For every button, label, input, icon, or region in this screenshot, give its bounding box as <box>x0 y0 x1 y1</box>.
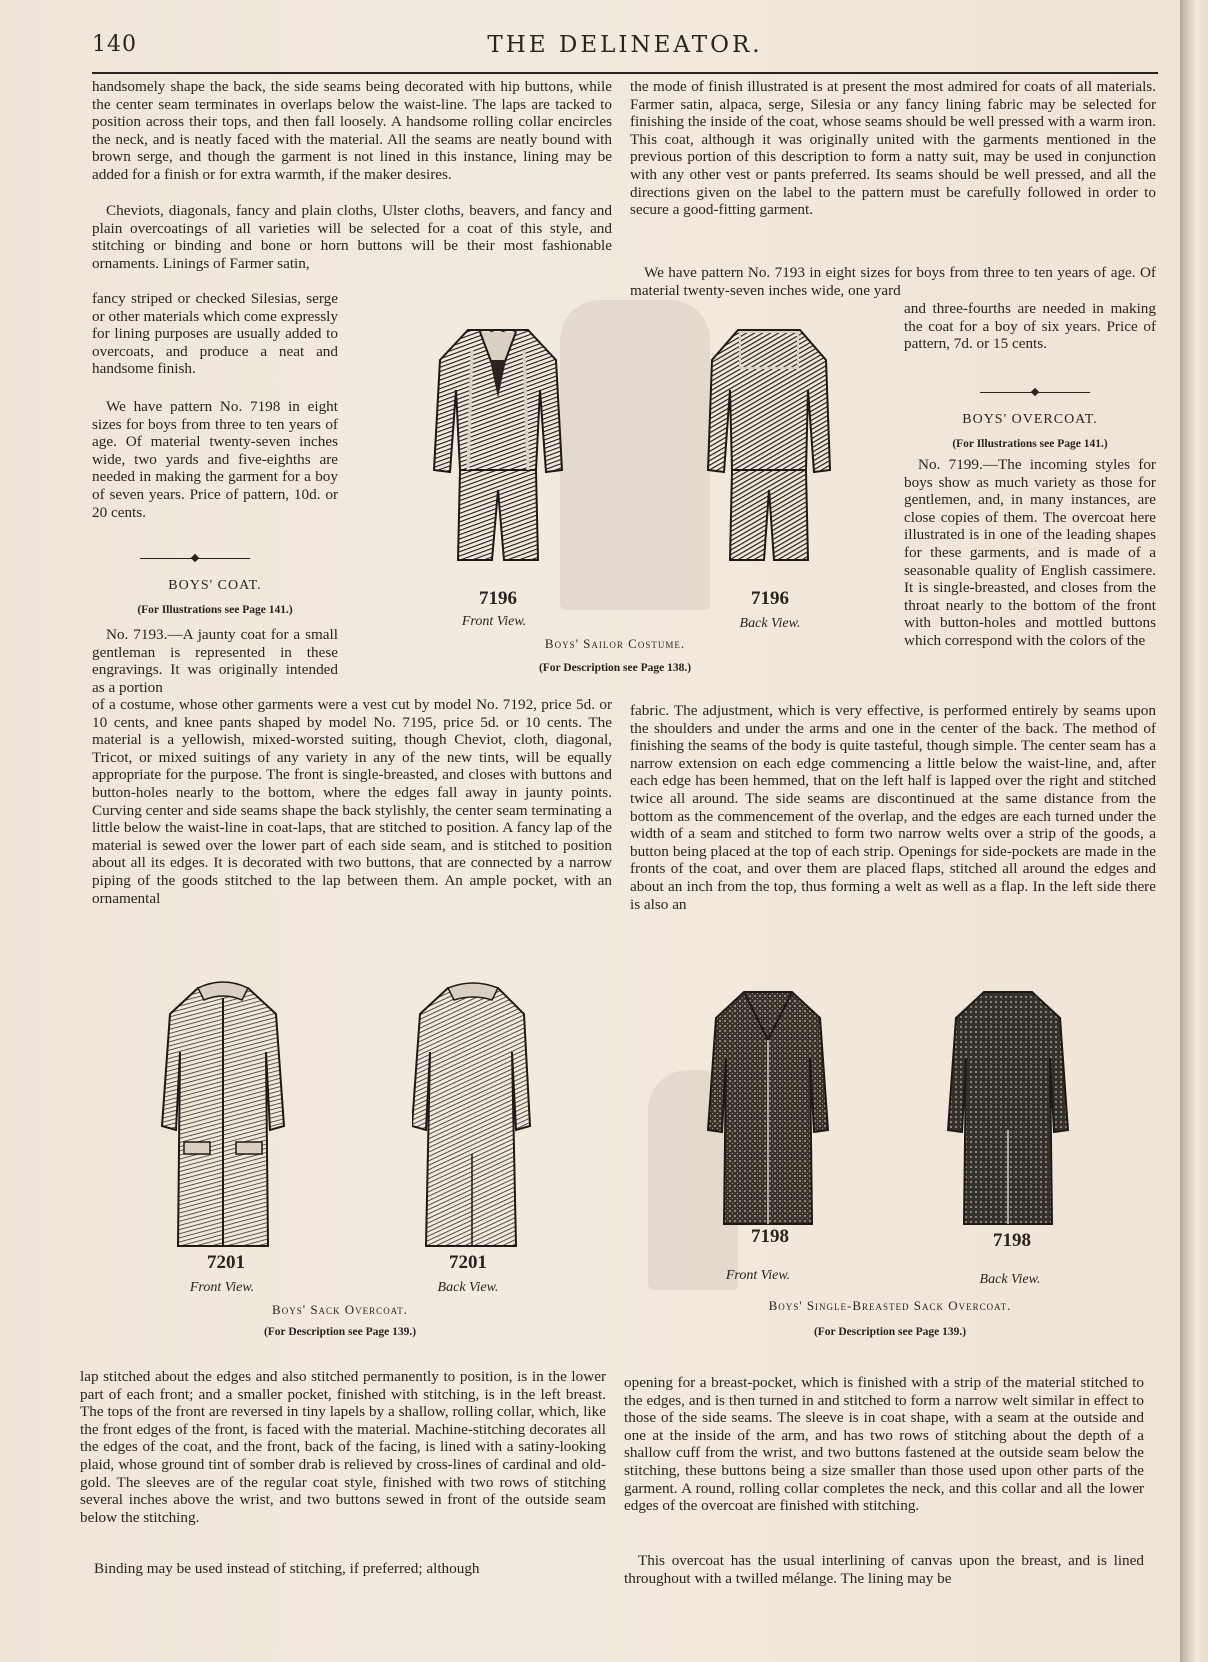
sailor-front-view-label: Front View. <box>461 614 527 629</box>
single-back-view-label: Back View. <box>979 1272 1041 1287</box>
sack-overcoat-front-illustration <box>158 974 288 1252</box>
bottom-left-paragraph-2: Binding may be used instead of stitching, if preferred; although <box>94 1560 480 1577</box>
boys-overcoat-ref: (For Illustrations see Page 141.) <box>952 438 1108 450</box>
bottom-right-paragraph-2: This overcoat has the usual interlining of canvas upon the breast, and is lined throughout with a twilled mélange. The lining may be <box>624 1552 1144 1587</box>
sack-front-number: 7201 <box>207 1252 245 1273</box>
sack-front-view-label: Front View. <box>189 1280 255 1295</box>
single-breasted-caption: Boys' Single-Breasted Sack Overcoat. <box>768 1298 1012 1313</box>
single-breasted-back-illustration <box>944 980 1072 1230</box>
section-divider <box>140 554 250 562</box>
left-paragraph-2-wrap: fancy striped or checked Silesias, serge or other materials which come expressly for lining purposes are usually added to overcoats, and produce a neat and handsome finish. <box>92 290 338 378</box>
bottom-left-paragraph-1: lap stitched about the edges and also stitched permanently to position, is in the lower part of each front; and a smaller pocket, finished with stitching, is in the left breast. The tops of the front are reversed in tiny lapels by a shallow, rolling collar, which, like the front edges of the front, is faced with the material. Machine-stitching decorates all the edges of the coat, and the front, back of the facing, is lined with a satiny-looking plaid, whose ground tint of somber drab is relieved by cross-lines of cardinal and old-gold. The sleeves are of the regular coat style, finished with two rows of stitching several inches above the wrist, and two buttons sewed in front of the outside seam below the stitching. <box>80 1368 606 1526</box>
right-paragraph-2-wrap: and three-fourths are needed in making the coat for a boy of six years. Price of pattern, 7d. or 15 cents. <box>904 300 1156 353</box>
sack-overcoat-ref: (For Description see Page 139.) <box>263 1326 417 1338</box>
sailor-back-number: 7196 <box>751 588 789 609</box>
single-breasted-ref: (For Description see Page 139.) <box>813 1326 967 1338</box>
boys-coat-paragraph-1: No. 7193.—A jaunty coat for a small gentleman is represented in these engravings. It was originally intended as a portion <box>92 626 338 696</box>
sack-overcoat-caption: Boys' Sack Overcoat. <box>272 1302 408 1317</box>
boys-overcoat-heading: BOYS' OVERCOAT. <box>962 412 1098 427</box>
page-edge <box>1180 0 1208 1662</box>
sack-back-view-label: Back View. <box>437 1280 499 1295</box>
section-divider <box>980 388 1090 396</box>
boys-coat-paragraph-2: of a costume, whose other garments were a vest cut by model No. 7192, price 5d. or 10 cents, and knee pants shaped by model No. 7195, price 5d. or 10 cents. The material is a yellowish, mixed-worsted suiting, though Cheviot, cloth, diagonal, Tricot, or mixed suitings of any variety in any of the new tints, will be equally appropriate for the purpose. The front is single-breasted, and closes with buttons and button-holes nearly to the bottom, where the edges fall away in jaunty points. Curving center and side seams shape the back stylishly, the center seam terminating a little below the waist-line in coat-laps, that are stitched to position. A fancy lap of the material is sewed over the lower part of each side seam, and is stitched to position about all its edges. It is decorated with two buttons, that are connected by a narrow piping of the goods stitched to the lap between them. An ample pocket, with an ornamental <box>92 696 612 907</box>
running-title: THE DELINEATOR. <box>487 32 763 58</box>
right-paragraph-2: We have pattern No. 7193 in eight sizes for boys from three to ten years of age. Of material twenty-seven inches wide, one yard <box>630 264 1156 299</box>
sailor-front-number: 7196 <box>479 588 517 609</box>
sailor-costume-ref: (For Description see Page 138.) <box>538 662 692 674</box>
header-rule <box>92 72 1158 74</box>
sack-overcoat-back-illustration <box>412 974 532 1252</box>
sack-back-number: 7201 <box>449 1252 487 1273</box>
boys-coat-heading: BOYS' COAT. <box>168 578 262 593</box>
sailor-costume-front-illustration <box>428 320 568 590</box>
page-number: 140 <box>92 32 137 57</box>
boys-overcoat-paragraph-1: No. 7199.—The incoming styles for boys show as much variety as those for gentlemen, and, in many instances, are close copies of them. The overcoat here illustrated is in one of the leading shapes for these garments, and is made of a seasonable quality of English cassimere. It is single-breasted, and closes from the throat nearly to the bottom of the front with button-holes and mottled buttons which correspond with the colors of the <box>904 456 1156 649</box>
sailor-costume-caption: Boys' Sailor Costume. <box>544 636 686 651</box>
single-breasted-front-illustration <box>704 980 832 1230</box>
single-front-number: 7198 <box>751 1226 789 1247</box>
right-paragraph-1: the mode of finish illustrated is at present the most admired for coats of all materials. Farmer satin, alpaca, serge, Silesia or any fancy lining fabric may be selected for finishing the inside of the coat, whose seams should be well pressed with a warm iron. This coat, although it was originally united with the garments mentioned in the previous portion of this description to form a natty suit, may be used in conjunction with any other vest or pants preferred. Its seams should be well pressed, and all the directions given on the label to the pattern must be carefully followed in order to secure a good-fitting garment. <box>630 78 1156 219</box>
single-front-view-label: Front View. <box>725 1268 791 1283</box>
boys-overcoat-paragraph-2: fabric. The adjustment, which is very effective, is performed entirely by seams upon the shoulders and under the arms and one in the center of the back. The method of finishing the seams of the body is quite tasteful, though simple. The center seam has a narrow extension on each edge commencing a little below the waist-line, and, after each edge has been hemmed, that on the left half is lapped over the right and stitched twice all around. The side seams are discontinued at the same distance from the bottom as the commencement of the overlap, and the edges are each turned under the width of a seam and stitched to form two narrow welts over a strip of the goods, a button being placed at the top of each strip. Openings for side-pockets are made in the fronts of the coat, and over them are placed flaps, stitched all around the edges and about an inch from the top, thus forming a welt as well as a flap. In the left side there is also an <box>630 702 1156 913</box>
faded-boy-illustration <box>560 300 710 610</box>
sailor-back-view-label: Back View. <box>739 616 801 631</box>
sailor-costume-back-illustration <box>704 320 834 590</box>
left-paragraph-3: We have pattern No. 7198 in eight sizes for boys from three to ten years of age. Of material twenty-seven inches wide, two yards and five-eighths are needed in making the garment for a boy of seven years. Price of pattern, 10d. or 20 cents. <box>92 398 338 521</box>
single-back-number: 7198 <box>993 1230 1031 1251</box>
left-paragraph-1: handsomely shape the back, the side seams being decorated with hip buttons, while the center seam terminates in overlaps below the waist-line. The laps are tacked to position across their tops, and then fall loosely. A handsome rolling collar encircles the neck, and is neatly faced with the material. All the seams are neatly bound with brown serge, and though the garment is not lined in this instance, lining may be added for a finish or for extra warmth, if the maker desires. <box>92 78 612 183</box>
page-header <box>92 30 1158 74</box>
boys-coat-ref: (For Illustrations see Page 141.) <box>137 604 293 616</box>
left-paragraph-2: Cheviots, diagonals, fancy and plain cloths, Ulster cloths, beavers, and fancy and plain overcoatings of all varieties will be selected for a coat of this style, and stitching or binding and bone or horn buttons will be their most fashionable ornaments. Linings of Farmer satin, <box>92 202 612 272</box>
bottom-right-paragraph-1: opening for a breast-pocket, which is finished with a strip of the material stitched to the edges, and is then turned in and stitched to form a narrow welt similar in effect to those of the side seams. The sleeve is in coat shape, with a seam at the outside and one at the inside of the arm, and has two rows of stitching about the depth of a shallow cuff from the wrist, and two buttons fastened at the outside seam below the stitching, these buttons being a size smaller than those used upon other parts of the garment. A round, rolling collar completes the neck, and this collar and all the lower edges of the overcoat are finished with stitching. <box>624 1374 1144 1515</box>
